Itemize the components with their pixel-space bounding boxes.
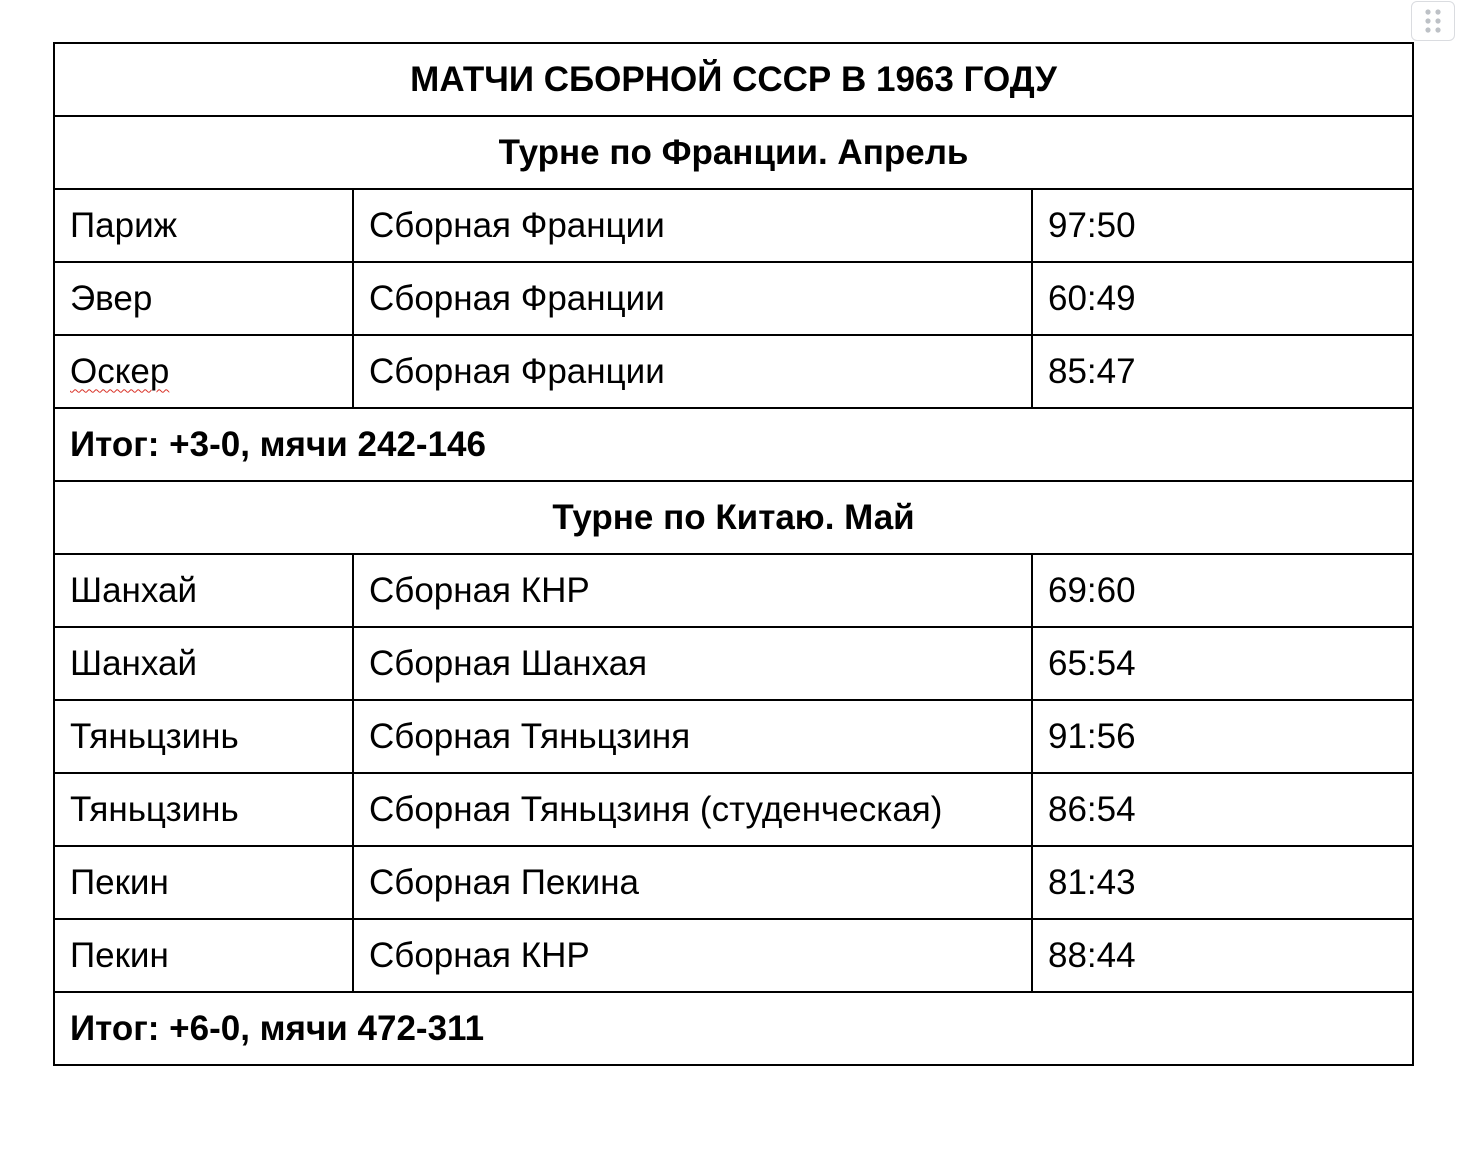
opponent-cell[interactable]: Сборная Франции bbox=[353, 189, 1032, 262]
table-row bbox=[54, 554, 1413, 627]
opponent-cell[interactable]: Сборная Шанхая bbox=[353, 627, 1032, 700]
total-france[interactable]: Итог: +3-0, мячи 242-146 bbox=[54, 408, 1413, 481]
table-title[interactable]: МАТЧИ СБОРНОЙ СССР В 1963 ГОДУ bbox=[54, 43, 1413, 116]
score-cell[interactable]: 97:50 bbox=[1032, 189, 1413, 262]
city-cell[interactable] bbox=[54, 335, 353, 408]
score-cell[interactable]: 86:54 bbox=[1032, 773, 1413, 846]
city-cell[interactable]: Париж bbox=[54, 189, 353, 262]
city-cell[interactable]: Пекин bbox=[54, 919, 353, 992]
table-row bbox=[54, 627, 1413, 700]
title-row bbox=[54, 43, 1413, 116]
city-cell[interactable]: Шанхай bbox=[54, 627, 353, 700]
opponent-cell[interactable]: Сборная КНР bbox=[353, 554, 1032, 627]
table-row bbox=[54, 189, 1413, 262]
opponent-cell[interactable]: Сборная Пекина bbox=[353, 846, 1032, 919]
score-cell[interactable]: 69:60 bbox=[1032, 554, 1413, 627]
city-cell[interactable]: Тяньцзинь bbox=[54, 700, 353, 773]
score-cell[interactable]: 85:47 bbox=[1032, 335, 1413, 408]
section-heading-row bbox=[54, 481, 1413, 554]
city-cell[interactable]: Тяньцзинь bbox=[54, 773, 353, 846]
section-heading-france[interactable]: Турне по Франции. Апрель bbox=[54, 116, 1413, 189]
section-heading-china[interactable]: Турне по Китаю. Май bbox=[54, 481, 1413, 554]
score-cell[interactable]: 65:54 bbox=[1032, 627, 1413, 700]
opponent-cell[interactable]: Сборная Тяньцзиня (студенческая) bbox=[353, 773, 1032, 846]
drag-handle-icon bbox=[1423, 7, 1443, 35]
opponent-cell[interactable]: Сборная Франции bbox=[353, 262, 1032, 335]
table-row bbox=[54, 773, 1413, 846]
total-row bbox=[54, 992, 1413, 1065]
table-row bbox=[54, 262, 1413, 335]
table-row bbox=[54, 700, 1413, 773]
opponent-cell[interactable]: Сборная КНР bbox=[353, 919, 1032, 992]
opponent-cell[interactable]: Сборная Франции bbox=[353, 335, 1032, 408]
matches-table bbox=[53, 42, 1414, 1066]
score-cell[interactable]: 88:44 bbox=[1032, 919, 1413, 992]
score-cell[interactable]: 60:49 bbox=[1032, 262, 1413, 335]
city-cell[interactable]: Эвер bbox=[54, 262, 353, 335]
score-cell[interactable]: 91:56 bbox=[1032, 700, 1413, 773]
total-row bbox=[54, 408, 1413, 481]
section-heading-row bbox=[54, 116, 1413, 189]
city-cell[interactable]: Шанхай bbox=[54, 554, 353, 627]
score-cell[interactable]: 81:43 bbox=[1032, 846, 1413, 919]
city-cell[interactable]: Пекин bbox=[54, 846, 353, 919]
table-row bbox=[54, 846, 1413, 919]
opponent-cell[interactable]: Сборная Тяньцзиня bbox=[353, 700, 1032, 773]
table-row bbox=[54, 919, 1413, 992]
total-china[interactable]: Итог: +6-0, мячи 472-311 bbox=[54, 992, 1413, 1065]
spellcheck-flagged-word[interactable]: Оскер bbox=[70, 351, 170, 391]
table-drag-handle[interactable] bbox=[1411, 1, 1455, 41]
table-row bbox=[54, 335, 1413, 408]
